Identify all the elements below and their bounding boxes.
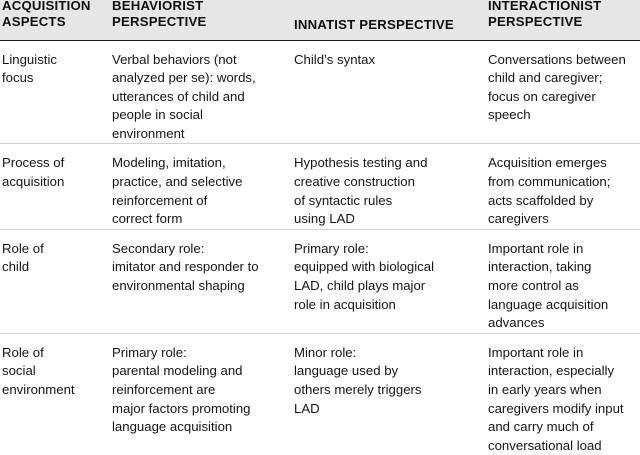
header-acquisition-aspects: ACQUISITION ASPECTS	[0, 0, 108, 40]
header-innatist-perspective: INNATIST PERSPECTIVE	[290, 0, 486, 40]
header-behaviorist-perspective: BEHAVIORIST PERSPECTIVE	[108, 0, 290, 40]
innatist-cell: Minor role: language used by others merely triggers LAD	[294, 344, 422, 416]
header-interactionist-perspective: INTERACTIONIST PERSPECTIVE	[486, 0, 640, 40]
interactionist-cell: Acquisition emerges from communication; acts scaffolded by caregivers	[486, 144, 640, 229]
behaviorist-cell: Modeling, imitation, practice, and selective reinforcement of correct form	[108, 144, 290, 229]
behaviorist-cell: Secondary role: imitator and responder to environmental shaping	[108, 229, 290, 333]
innatist-cell: Hypothesis testing and creative construction of syntactic rules using LAD	[290, 144, 486, 229]
behaviorist-cell: Primary role: parental modeling and reinforcement are major factors promoting language acquisition	[112, 344, 251, 435]
table-row	[0, 333, 640, 455]
interactionist-cell: Conversations between child and caregiver; focus on caregiver speech	[486, 40, 640, 144]
aspect-cell: Role of social environment	[2, 344, 75, 397]
interactionist-cell: Important role in interaction, especially in early years when caregivers modify input and carry much of conversational load	[488, 344, 624, 453]
aspect-cell: Process of acquisition	[0, 144, 108, 229]
behaviorist-cell: Verbal behaviors (not analyzed per se): words, utterances of child and people in social environment	[108, 40, 290, 144]
table-row	[0, 40, 640, 144]
innatist-cell: Child’s syntax	[290, 40, 486, 144]
aspect-cell: Linguistic focus	[0, 40, 108, 144]
table-row	[0, 229, 640, 333]
innatist-cell: Primary role: equipped with biological LAD, child plays major role in acquisition	[290, 229, 486, 333]
table-header-row	[0, 0, 640, 40]
interactionist-cell: Important role in interaction, taking more control as language acquisition advances	[486, 229, 640, 333]
aspect-cell: Role of child	[0, 229, 108, 333]
table-row	[0, 144, 640, 229]
